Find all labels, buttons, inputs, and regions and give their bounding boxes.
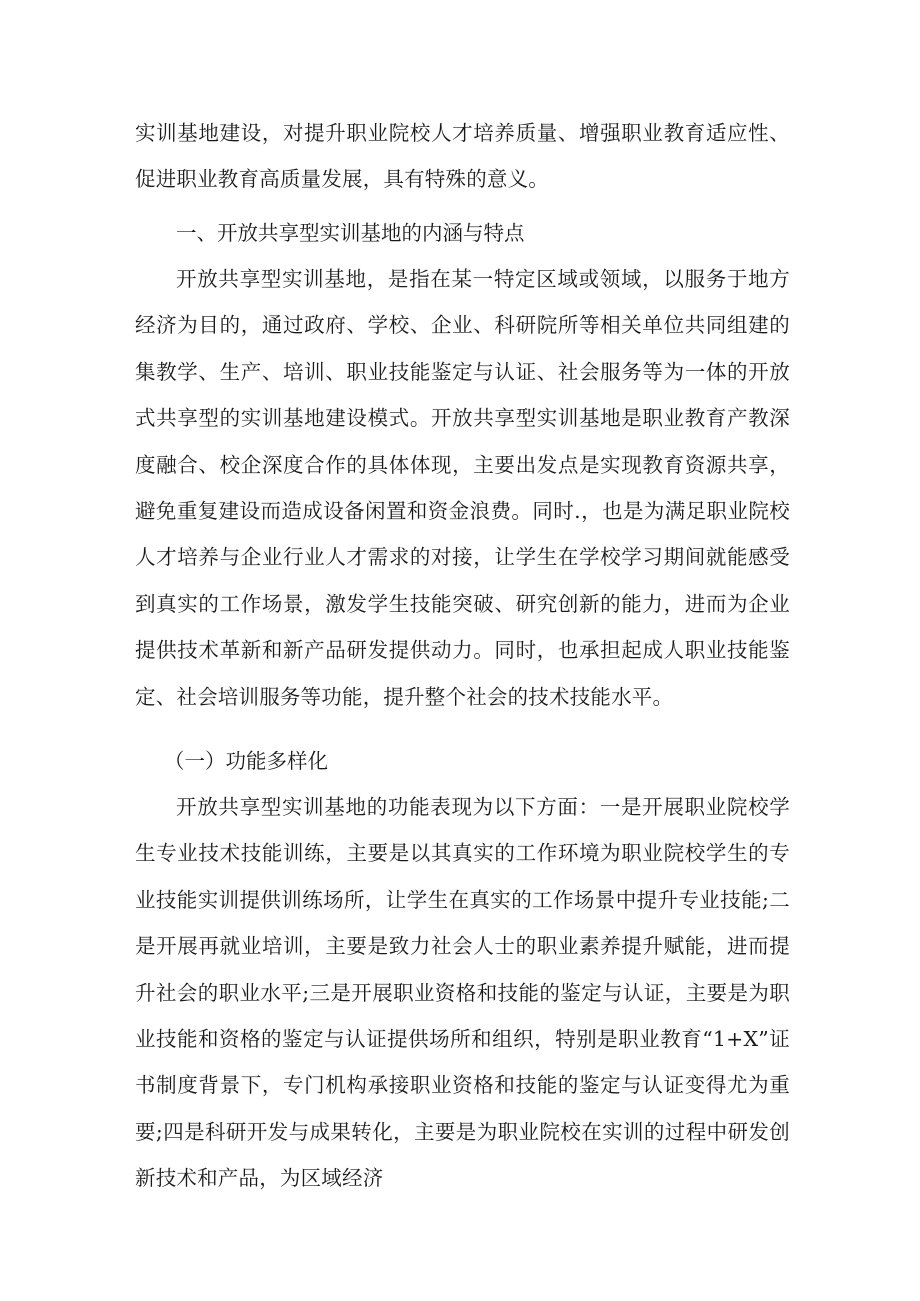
paragraph-intro-continuation: 实训基地建设，对提升职业院校人才培养质量、增强职业教育适应性、促进职业教育高质量发展，具有特殊的意义。 — [135, 121, 790, 192]
subsection-heading-1: （一）功能多样化 — [164, 749, 328, 773]
section-heading-1: 一、开放共享型实训基地的内涵与特点 — [176, 221, 525, 245]
paragraph-functions: 开放共享型实训基地的功能表现为以下方面：一是开展职业院校学生专业技术技能训练，主要是以其真实的工作环境为职业院校学生的专业技能实训提供训练场所，让学生在真实的工作场景中提升专业技能;二是开展再就业培训，主要是致力社会人士的职业素养提升赋能，进而提升社会的职业水平;三是开展职业资格和技能的鉴定与认证，主要是为职业技能和资格的鉴定与认证提供场所和组织，特别是职业教育“1+X”证书制度背景下，专门机构承接职业资格和技能的鉴定与认证变得尤为重要;四是科研开发与成果转化，主要是为职业院校在实训的过程中研发创新技术和产品，为区域经济 — [135, 795, 790, 1191]
paragraph-definition: 开放共享型实训基地，是指在某一特定区域或领域，以服务于地方经济为目的，通过政府、学校、企业、科研院所等相关单位共同组建的集教学、生产、培训、职业技能鉴定与认证、社会服务等为一体的开放式共享型的实训基地建设模式。开放共享型实训基地是职业教育产教深度融合、校企深度合作的具体体现，主要出发点是实现教育资源共享，避免重复建设而造成设备闲置和资金浪费。同时.，也是为满足职业院校人才培养与企业行业人才需求的对接，让学生在学校学习期间就能感受到真实的工作场景，激发学生技能突破、研究创新的能力，进而为企业提供技术革新和新产品研发提供动力。同时，也承担起成人职业技能鉴定、社会培训服务等功能，提升整个社会的技术技能水平。 — [135, 267, 790, 709]
